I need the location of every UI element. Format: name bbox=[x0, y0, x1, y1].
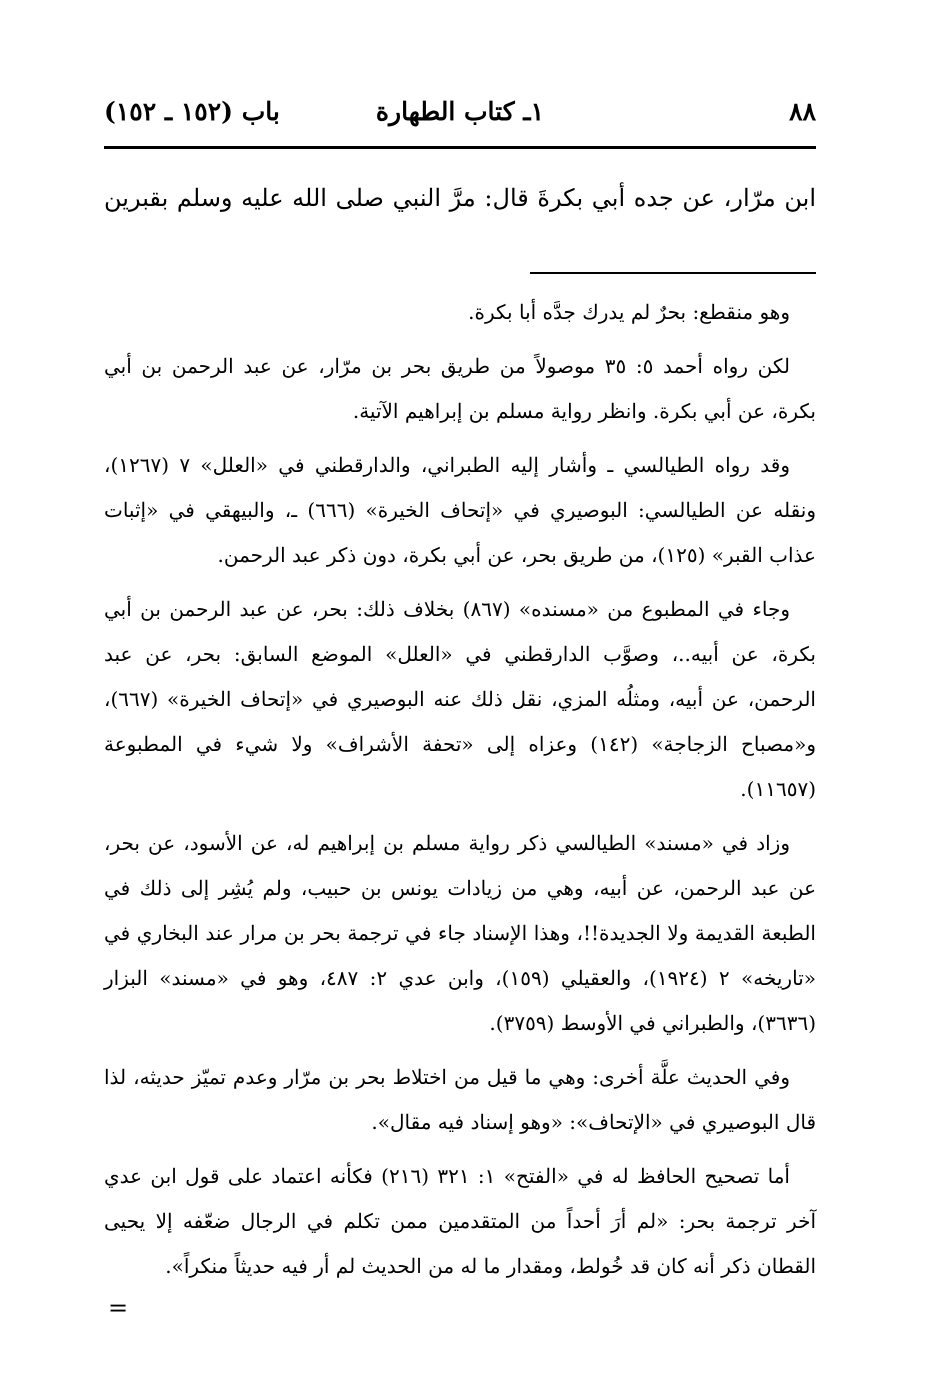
footnote-paragraph: وجاء في المطبوع من «مسنده» (٨٦٧) بخلاف ذلك: بحر، عن عبد الرحمن بن أبي بكرة، عن أبيه..، وصوَّب الدارقطني في «العلل» الموضع السابق: بحر، عن عبد الرحمن، عن أبيه، ومثلُه المزي، نقل ذلك عنه البوصيري في «إتحاف الخيرة» (٦٦٧)، و«مصباح الزجاجة» (١٤٢) وعزاه إلى «تحفة الأشراف» ولا شيء في المطبوعة (١١٦٥٧). bbox=[104, 597, 816, 801]
footnote-paragraph: وهو منقطع: بحرٌ لم يدرك جدَّه أبا بكرة. bbox=[468, 300, 790, 324]
header-rule bbox=[104, 146, 816, 149]
footnote-paragraph: وزاد في «مسند» الطيالسي ذكر رواية مسلم بن إبراهيم له، عن الأسود، عن بحر، عن عبد الرحمن، عن أبيه، وهي من زيادات يونس بن حبيب، ولم يُشِر إلى ذلك في الطبعة القديمة ولا الجديدة!!، وهذا الإسناد جاء في ترجمة بحر بن مرار عند البخاري في «تاريخه» ٢ (١٩٢٤)، والعقيلي (١٥٩)، وابن عدي ٢: ٤٨٧، وهو في «مسند» البزار (٣٦٣٦)، والطبراني في الأوسط (٣٧٥٩). bbox=[104, 831, 816, 1035]
footnote-separator bbox=[530, 272, 816, 274]
footnote-paragraph: وقد رواه الطيالسي ـ وأشار إليه الطبراني، والدارقطني في «العلل» ٧ (١٢٦٧)، ونقله عن الطيالسي: البوصيري في «إتحاف الخيرة» (٦٦٦) ـ، والبيهقي في «إثبات عذاب القبر» (١٢٥)، من طريق بحر، عن أبي بكرة، دون ذكر عبد الرحمن. bbox=[104, 453, 817, 567]
chapter-label: باب (١٥٢ ـ ١٥٢) bbox=[104, 97, 280, 126]
running-header bbox=[104, 92, 816, 132]
footnote-paragraph: لكن رواه أحمد ٥: ٣٥ موصولاً من طريق بحر بن مرّار، عن عبد الرحمن بن أبي بكرة، عن أبي بكرة. وانظر رواية مسلم بن إبراهيم الآتية. bbox=[104, 354, 816, 423]
book-title: ١ـ كتاب الطهارة bbox=[375, 97, 545, 126]
page-number: ٨٨ bbox=[789, 97, 816, 126]
footnotes bbox=[104, 290, 816, 1298]
continuation-mark: = bbox=[108, 1294, 129, 1322]
main-text: ابن مرّار، عن جده أبي بكرةَ قال: مرَّ النبي صلى الله عليه وسلم بقبرين bbox=[104, 184, 816, 212]
footnote-paragraph: أما تصحيح الحافظ له في «الفتح» ١: ٣٢١ (٢١٦) فكأنه اعتماد على قول ابن عدي آخر ترجمة بحر: «لم أرَ أحداً من المتقدمين ممن تكلم في الرجال ضعّفه إلا يحيى القطان ذكر أنه كان قد خُولط، ومقدار ما له من الحديث لم أر فيه حديثاً منكراً». bbox=[104, 1164, 817, 1278]
footnote-paragraph: وفي الحديث علَّة أخرى: وهي ما قيل من اختلاط بحر بن مرّار وعدم تميّز حديثه، لذا قال البوصيري في «الإتحاف»: «وهو إسناد فيه مقال». bbox=[104, 1065, 816, 1134]
